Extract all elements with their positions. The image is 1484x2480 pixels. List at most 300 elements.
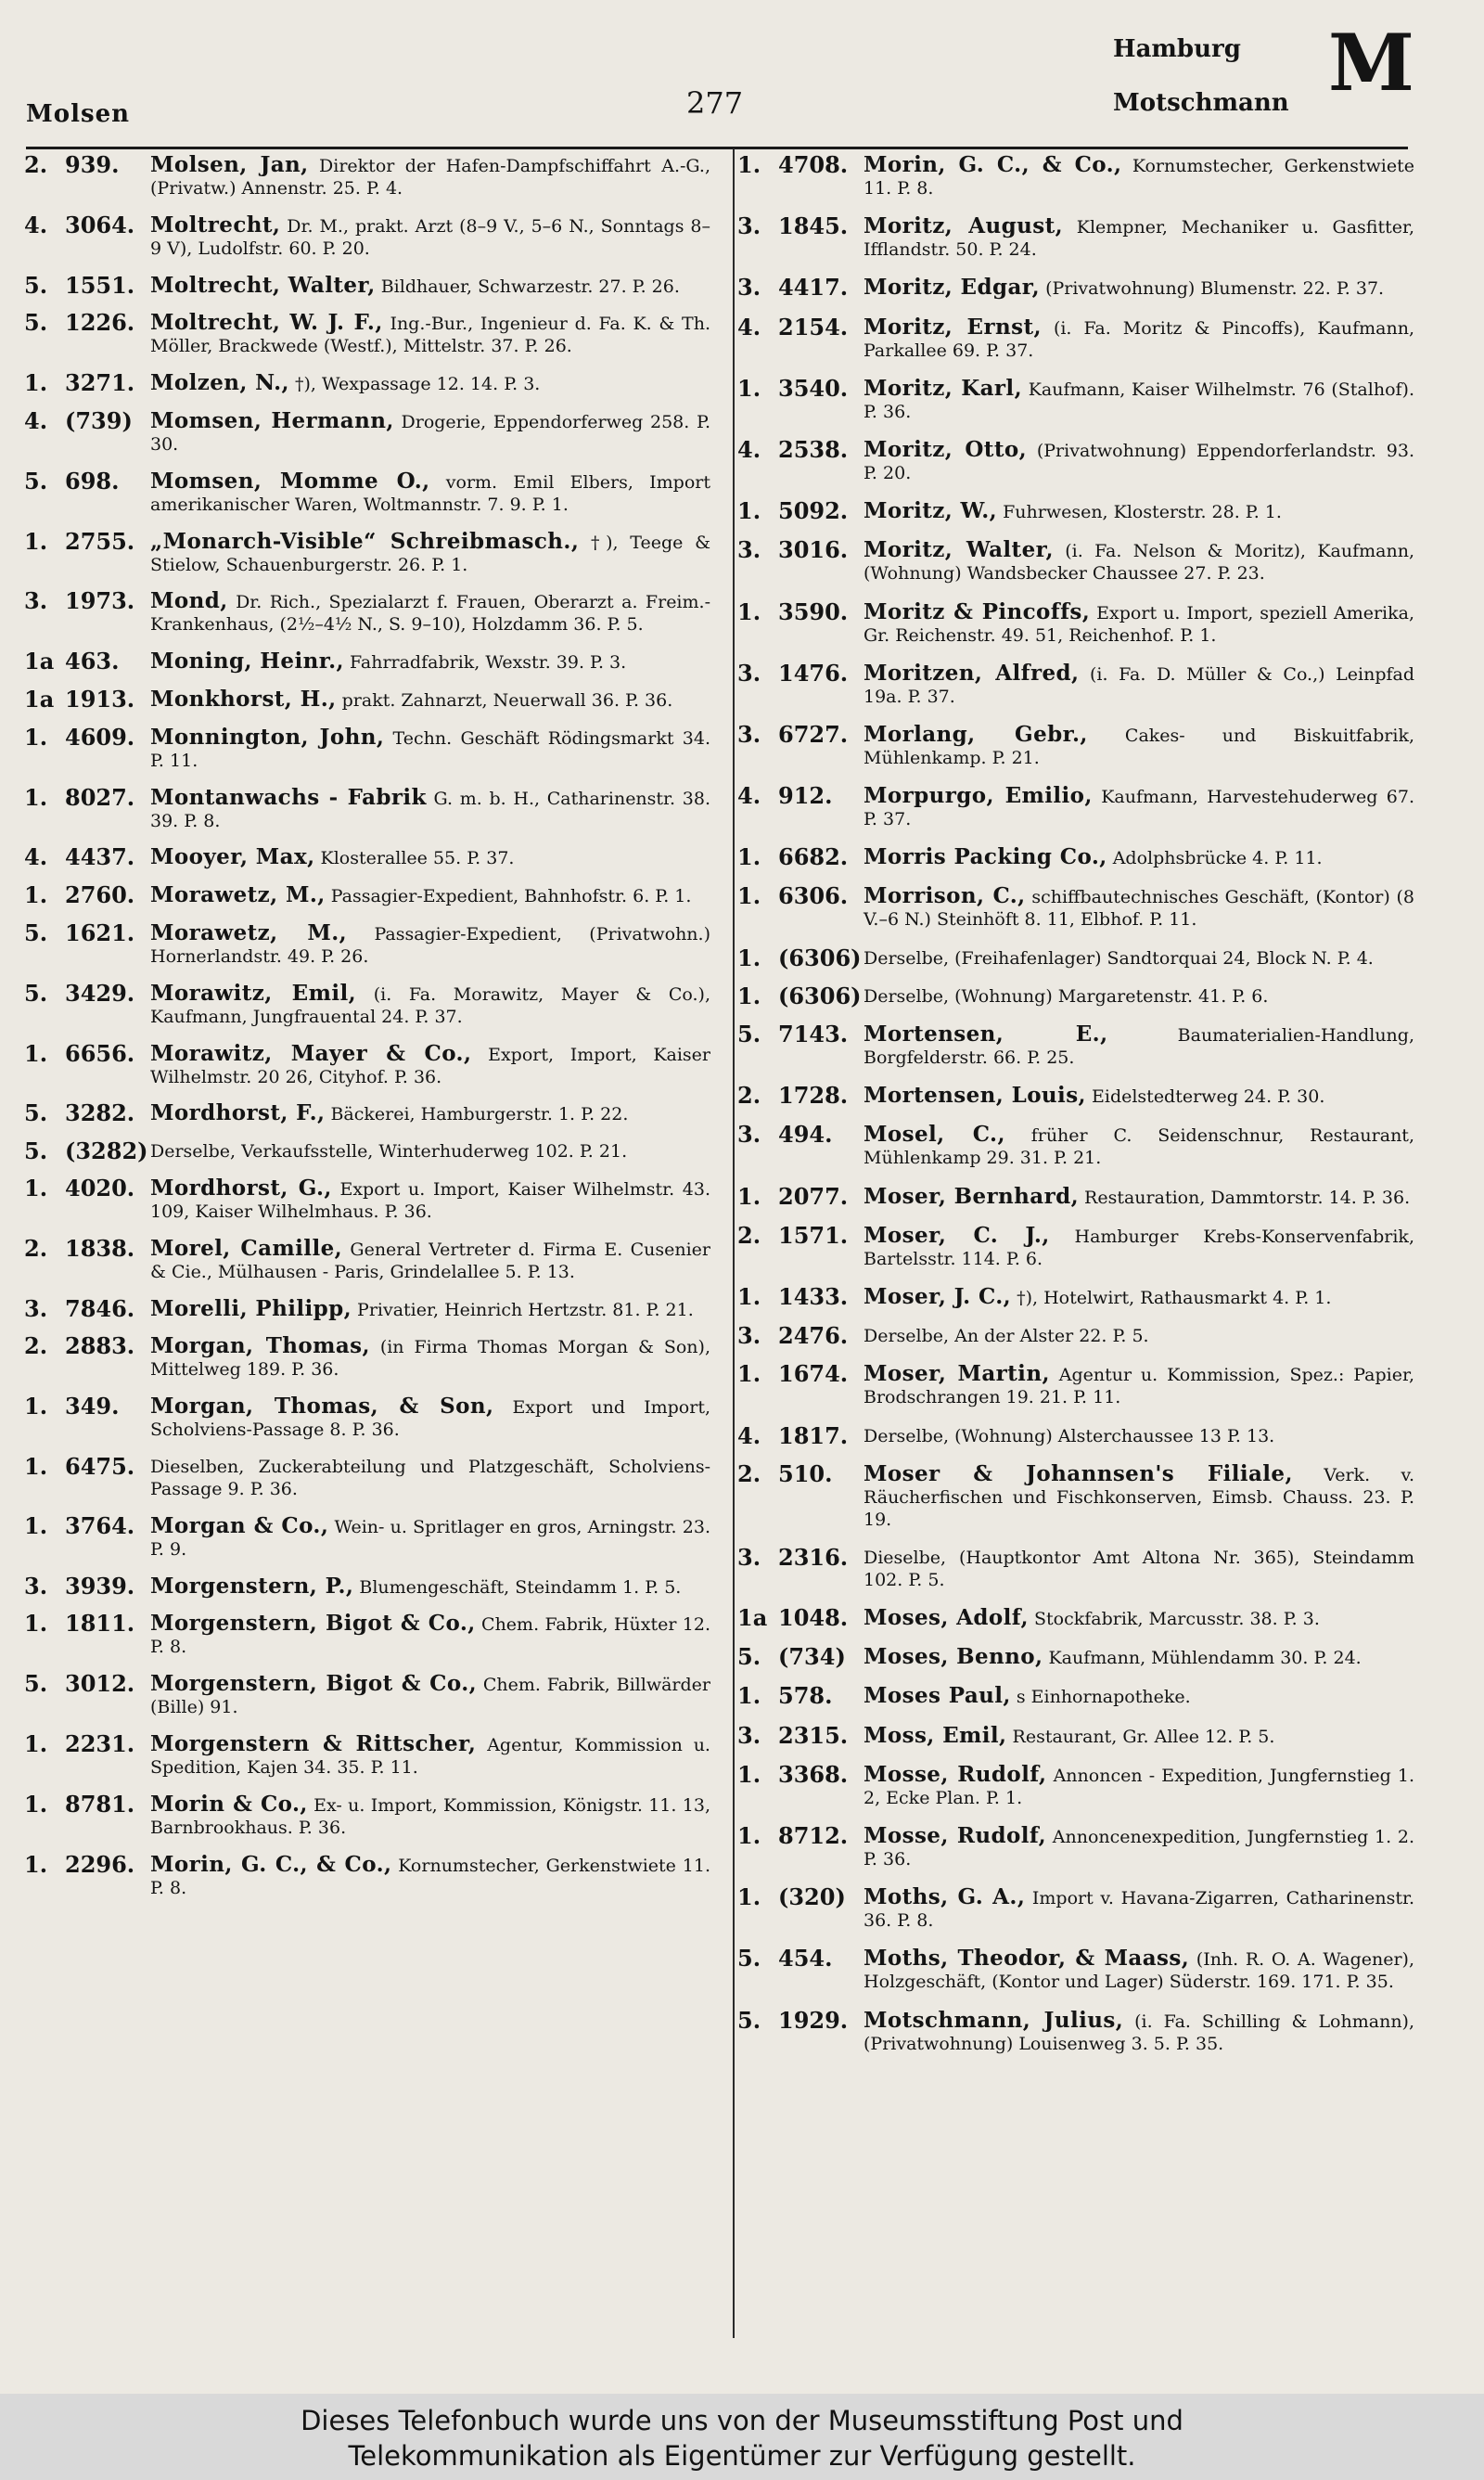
directory-entry: [24, 271, 710, 299]
phone-number: [737, 1883, 864, 1911]
directory-entry: [24, 406, 711, 456]
directory-entry: [737, 497, 1414, 525]
telephone-number: 4020.: [65, 1174, 135, 1201]
subscriber-name: Morgenstern, P.,: [150, 1573, 354, 1599]
phone-number: [737, 882, 864, 910]
subscriber-name: Momsen, Hermann,: [150, 407, 394, 433]
phone-number: [24, 723, 150, 751]
phone-number: [24, 271, 150, 299]
phone-number: [737, 1682, 864, 1710]
telephone-number: 3540.: [778, 374, 849, 402]
entry-text: [864, 1023, 1414, 1069]
entry-text: [864, 1222, 1414, 1270]
subscriber-name: Mortensen, E.,: [864, 1022, 1108, 1047]
entry-text: [864, 375, 1415, 423]
subscriber-name: Morin, G. C., & Co.,: [150, 1851, 392, 1877]
exchange-zone: 2.: [737, 1082, 761, 1110]
subscriber-details: Adolphsbrücke 4. P. 11.: [1112, 848, 1323, 869]
directory-entry: [24, 587, 710, 636]
subscriber-details: Eidelstedterweg 24. P. 30.: [1092, 1086, 1325, 1108]
subscriber-name: Morawitz, Mayer & Co.,: [150, 1040, 472, 1066]
subscriber-details: Verk. v. Räucherfischen und Fischkonserven, Eimsb. Chauss. 23. P. 19.: [864, 1464, 1414, 1530]
subscriber-name: Moltrecht, W. J. F.,: [150, 310, 383, 336]
directory-entry: [737, 843, 1414, 871]
footer-text: Dieses Telefonbuch wurde uns von der Museumsstiftung Post und Telekommunikation als Eigentümer zur Verfügung gestellt.: [301, 2405, 1183, 2472]
phone-number: [24, 1137, 150, 1165]
exchange-zone: 3.: [737, 1721, 761, 1749]
directory-entry: [737, 212, 1415, 261]
phone-number: [737, 1459, 864, 1487]
phone-number: [24, 919, 150, 946]
header-last-entry: Motschmann: [1113, 89, 1289, 117]
telephone-number: 2315.: [778, 1721, 849, 1749]
subscriber-name: Moritz, August,: [864, 213, 1064, 239]
entry-text: [864, 1825, 1414, 1870]
directory-entry: [24, 1452, 710, 1500]
exchange-zone: 5.: [24, 1099, 48, 1127]
entry-text: [150, 884, 710, 907]
phone-number: [24, 151, 150, 178]
entry-text: [150, 1395, 710, 1441]
exchange-zone: 1.: [24, 527, 48, 555]
subscriber-details: Passagier-Expedient, (Privatwohn.) Hornerlandstr. 49. P. 26.: [150, 923, 710, 967]
subscriber-details: Bäckerei, Hamburgerstr. 1. P. 22.: [330, 1104, 629, 1125]
telephone-number: 2316.: [778, 1543, 849, 1571]
entry-text: [864, 436, 1414, 484]
entry-text: [150, 1851, 710, 1899]
exchange-zone: 1.: [24, 1610, 48, 1638]
phone-number: [737, 1604, 864, 1632]
telephone-number: 1838.: [65, 1234, 135, 1262]
phone-number: [737, 435, 864, 463]
subscriber-name: Mosse, Rudolf,: [864, 1761, 1047, 1787]
exchange-zone: 4.: [737, 1421, 761, 1449]
phone-number: [24, 1174, 150, 1201]
telephone-number: 510.: [778, 1459, 833, 1487]
telephone-number: 3368.: [778, 1760, 849, 1788]
subscriber-name: Morin, G. C., & Co.,: [864, 152, 1122, 177]
entry-text: [150, 1295, 710, 1321]
subscriber-details: Fuhrwesen, Klosterstr. 28. P. 1.: [1003, 502, 1282, 523]
subscriber-name: Morgenstern, Bigot & Co.,: [150, 1611, 476, 1637]
subscriber-name: Morpurgo, Emilio,: [864, 783, 1093, 809]
exchange-zone: 1.: [737, 1822, 761, 1849]
phone-number: [737, 1322, 864, 1350]
exchange-zone: 3.: [24, 587, 48, 615]
directory-entry: [737, 1883, 1414, 1932]
exchange-zone: 3.: [24, 1294, 48, 1322]
entry-text: [864, 1325, 1414, 1347]
phone-number: [737, 843, 864, 871]
phone-number: [737, 1182, 864, 1210]
subscriber-details: (in Firma Thomas Morgan & Son), Mittelweg 189. P. 36.: [150, 1337, 710, 1381]
entry-text: [864, 1886, 1414, 1932]
exchange-zone: 3.: [737, 1543, 761, 1571]
entry-text: [150, 688, 710, 712]
exchange-zone: 1.: [24, 1729, 48, 1757]
entry-text: [150, 846, 710, 869]
directory-entry: [737, 151, 1414, 199]
exchange-zone: 1.: [24, 1039, 48, 1067]
subscriber-details: vorm. Emil Elbers, Import amerikanischer Waren, Woltmannstr. 7. 9. P. 1.: [150, 471, 710, 515]
directory-entry: [24, 1099, 710, 1127]
entry-text: [150, 528, 710, 576]
directory-entry: [24, 1850, 710, 1899]
subscriber-name: Mosel, C.,: [864, 1122, 1005, 1148]
phone-number: [24, 1670, 150, 1698]
telephone-number: 2760.: [65, 881, 135, 909]
telephone-number: 1551.: [65, 271, 135, 299]
entry-text: [864, 1947, 1414, 1993]
subscriber-details: G. m. b. H., Catharinenstr. 38. 39. P. 8.: [150, 788, 710, 831]
entry-text: [864, 1363, 1414, 1408]
phone-number: [737, 782, 864, 810]
entry-text: [150, 214, 710, 260]
phone-number: [737, 598, 864, 625]
phone-number: [737, 2006, 864, 2034]
exchange-zone: 5.: [737, 1021, 761, 1047]
entry-text: [864, 276, 1414, 300]
subscriber-details: Import v. Havana-Zigarren, Catharinenstr. 36. P. 8.: [864, 1888, 1414, 1932]
subscriber-name: Morawetz, M.,: [150, 919, 348, 945]
subscriber-name: Moritz, Karl,: [864, 375, 1022, 401]
phone-number: [737, 1023, 864, 1046]
subscriber-details: Wein- u. Spritlager en gros, Arningstr. 23. P. 9.: [150, 1516, 710, 1560]
directory-entry: [24, 881, 710, 909]
exchange-zone: 1.: [737, 1760, 761, 1788]
subscriber-name: Moths, Theodor, & Maass,: [864, 1946, 1190, 1972]
directory-entry: [24, 527, 710, 576]
exchange-zone: 1.: [24, 1790, 48, 1818]
entry-text: [864, 598, 1414, 647]
telephone-number: 1621.: [65, 919, 135, 946]
directory-entry: [737, 276, 1414, 300]
phone-number: [24, 1850, 150, 1878]
exchange-zone: 1.: [737, 1682, 761, 1710]
subscriber-details: Kornumstecher, Gerkenstwiete 11. P. 8.: [864, 156, 1414, 199]
directory-entry: [737, 1182, 1414, 1210]
telephone-number: 8027.: [65, 783, 135, 811]
telephone-number: 1674.: [778, 1360, 849, 1388]
phone-number: [737, 374, 864, 402]
directory-entry: [737, 1543, 1414, 1591]
entry-text: [150, 1613, 710, 1658]
subscriber-details: Derselbe, An der Alster 22. P. 5.: [864, 1326, 1149, 1347]
exchange-zone: 1.: [737, 598, 761, 625]
entry-text: [150, 1140, 710, 1163]
telephone-number: 912.: [778, 782, 833, 810]
exchange-zone: 1.: [24, 1174, 48, 1201]
phone-number: [24, 1395, 150, 1418]
exchange-zone: 1.: [737, 151, 761, 178]
directory-entry: [737, 536, 1414, 585]
subscriber-details: schiffbautechnisches Geschäft, (Kontor) (8 V.–6 N.) Steinhöft 8. 11, Elbhof. P. 11.: [864, 887, 1414, 931]
exchange-zone: 1.: [24, 1511, 48, 1539]
entry-text: [150, 1793, 710, 1839]
subscriber-name: Moser, Martin,: [864, 1361, 1050, 1387]
subscriber-details: Annoncenexpedition, Jungfernstieg 1. 2. P. 36.: [864, 1827, 1415, 1870]
telephone-number: 2476.: [778, 1322, 849, 1350]
entry-text: [864, 721, 1414, 769]
telephone-number: 1226.: [65, 309, 135, 337]
entry-text: [150, 784, 710, 832]
directory-entry: [737, 374, 1415, 423]
exchange-zone: 3.: [737, 659, 761, 687]
subscriber-details: Export u. Import, speziell Amerika, Gr. Reichenstr. 49. 51, Reichenhof. P. 1.: [864, 602, 1414, 646]
subscriber-name: Morrison, C.,: [864, 883, 1026, 909]
telephone-number: 6682.: [778, 843, 849, 871]
subscriber-details: Ex- u. Import, Kommission, Königstr. 11. 13, Barnbrookhaus. P. 36.: [150, 1794, 710, 1838]
entry-text: [150, 1575, 710, 1599]
directory-entry: [24, 1395, 710, 1441]
subscriber-name: Morawetz, M.,: [150, 882, 326, 908]
directory-entry: [737, 313, 1414, 362]
subscriber-name: Molsen, Jan,: [150, 152, 309, 177]
telephone-number: 4708.: [778, 151, 849, 178]
exchange-zone: 4.: [24, 406, 48, 434]
entry-text: [150, 154, 710, 199]
directory-entry: [737, 1822, 1415, 1870]
phone-number: [737, 313, 864, 341]
subscriber-details: (i. Fa. Moritz & Pincoffs), Kaufmann, Parkallee 69. P. 37.: [864, 317, 1414, 361]
telephone-number: 2077.: [778, 1182, 849, 1210]
directory-entry: [737, 1947, 1414, 1993]
directory-entry: [24, 685, 710, 713]
telephone-number: 1811.: [65, 1610, 135, 1638]
phone-number: [737, 1360, 864, 1388]
entry-text: [150, 272, 710, 298]
directory-entry: [737, 982, 1414, 1009]
entry-text: [150, 1673, 710, 1718]
subscriber-name: Montanwachs - Fabrik: [150, 784, 427, 810]
telephone-number: 698.: [65, 467, 120, 495]
subscriber-name: Moser, Bernhard,: [864, 1183, 1079, 1209]
telephone-number: 3012.: [65, 1670, 135, 1698]
exchange-zone: 1.: [737, 374, 761, 402]
telephone-number: 2154.: [778, 313, 849, 341]
subscriber-details: †), Wexpassage 12. 14. P. 3.: [294, 374, 541, 395]
telephone-number: 578.: [778, 1682, 833, 1710]
phone-number: [24, 979, 150, 1007]
subscriber-details: Kaufmann, Harvestehuderweg 67. P. 37.: [864, 787, 1414, 830]
telephone-number: 1913.: [65, 685, 135, 713]
subscriber-details: Derselbe, (Wohnung) Margaretenstr. 41. P. 6.: [864, 985, 1269, 1007]
subscriber-name: Moses Paul,: [864, 1683, 1011, 1709]
subscriber-name: Morgan & Co.,: [150, 1512, 329, 1538]
exchange-zone: 3.: [737, 212, 761, 240]
telephone-number: 3271.: [65, 369, 135, 397]
exchange-zone: 1.: [737, 944, 761, 971]
directory-entry: [737, 1360, 1414, 1408]
directory-entry: [737, 1760, 1415, 1809]
subscriber-name: Moser, J. C.,: [864, 1283, 1012, 1309]
directory-entry: [737, 1023, 1414, 1069]
subscriber-name: Moltrecht, Walter,: [150, 272, 376, 298]
exchange-zone: 1.: [737, 1360, 761, 1388]
entry-text: [864, 316, 1414, 362]
directory-entry: [24, 1234, 710, 1283]
entry-text: [864, 785, 1414, 830]
exchange-zone: 3.: [737, 1121, 761, 1149]
subscriber-details: Bildhauer, Schwarzestr. 27. P. 26.: [380, 276, 680, 297]
header-first-entry: Molsen: [26, 100, 131, 128]
subscriber-details: Dieselbe, (Hauptkontor Amt Altona Nr. 365), Steindamm 102. P. 5.: [864, 1547, 1414, 1590]
subscriber-details: Kornumstecher, Gerkenstwiete 11. P. 8.: [150, 1855, 710, 1898]
telephone-number: (3282): [65, 1137, 148, 1165]
entry-text: [864, 215, 1414, 261]
subscriber-details: früher C. Seidenschnur, Restaurant, Mühlenkamp 29. 31. P. 21.: [864, 1125, 1414, 1169]
phone-number: [24, 783, 150, 811]
subscriber-details: Agentur u. Kommission, Spez.: Papier, Brodschrangen 19. 21. P. 11.: [864, 1365, 1414, 1408]
subscriber-details: Privatier, Heinrich Hertzstr. 81. P. 21.: [357, 1299, 694, 1320]
telephone-number: 6306.: [778, 882, 849, 910]
telephone-number: 3764.: [65, 1511, 135, 1539]
exchange-zone: 1.: [24, 369, 48, 397]
entry-text: [864, 1183, 1414, 1209]
header-rule: [26, 147, 1408, 149]
subscriber-details: †), Teege & Stielow, Schauenburgerstr. 26. P. 1.: [150, 532, 710, 575]
entry-text: [864, 1761, 1415, 1809]
subscriber-details: s Einhornapotheke.: [1016, 1687, 1191, 1708]
phone-number: [24, 1452, 150, 1480]
page-number: 277: [686, 85, 744, 121]
directory-entry: [24, 650, 710, 674]
telephone-number: 3590.: [778, 598, 849, 625]
entry-text: [864, 539, 1414, 585]
phone-number: [24, 650, 150, 673]
subscriber-name: Mordhorst, F.,: [150, 1100, 326, 1126]
telephone-number: (739): [65, 406, 133, 434]
exchange-zone: 5.: [24, 1670, 48, 1698]
phone-number: [24, 881, 150, 909]
subscriber-name: Morel, Camille,: [150, 1235, 343, 1261]
phone-number: [24, 527, 150, 555]
exchange-zone: 5.: [24, 271, 48, 299]
subscriber-name: Moss, Emil,: [864, 1722, 1007, 1748]
entry-text: [864, 500, 1414, 523]
directory-entry: [737, 1643, 1414, 1671]
telephone-number: 8781.: [65, 1790, 135, 1818]
telephone-number: 454.: [778, 1945, 833, 1972]
entry-text: [150, 1235, 710, 1283]
exchange-zone: 1a: [737, 1604, 768, 1632]
telephone-number: 3282.: [65, 1099, 135, 1127]
entry-text: [864, 1607, 1414, 1630]
telephone-number: (6306): [778, 944, 862, 971]
phone-number: [737, 212, 864, 240]
directory-entry: [737, 1121, 1414, 1169]
telephone-number: 4437.: [65, 843, 135, 871]
phone-number: [737, 151, 864, 178]
entry-text: [150, 726, 710, 772]
phone-number: [737, 944, 864, 971]
entry-text: [150, 590, 710, 636]
subscriber-name: Moser, C. J.,: [864, 1222, 1050, 1248]
telephone-number: 2296.: [65, 1850, 135, 1878]
entry-text: [864, 1283, 1414, 1309]
directory-entry: [24, 1137, 710, 1165]
subscriber-details: Dieselben, Zuckerabteilung und Platzgeschäft, Scholviens-Passage 9. P. 36.: [150, 1456, 710, 1499]
exchange-zone: 1.: [737, 843, 761, 871]
phone-number: [24, 467, 150, 495]
telephone-number: 2883.: [65, 1332, 135, 1360]
telephone-number: 1433.: [778, 1282, 849, 1310]
entry-text: [864, 846, 1414, 869]
phone-number: [24, 1099, 150, 1127]
subscriber-details: (i. Fa. Nelson & Moritz), Kaufmann, (Wohnung) Wandsbecker Chaussee 27. P. 23.: [864, 541, 1414, 585]
subscriber-details: Export und Import, Scholviens-Passage 8. P. 36.: [150, 1397, 710, 1441]
entry-text: [864, 1685, 1414, 1708]
entry-text: [864, 885, 1414, 931]
directory-entry: [737, 882, 1414, 931]
subscriber-details: (Inh. R. O. A. Wagener), Holzgeschäft, (Kontor und Lager) Süderstr. 169. 171. P. 35.: [864, 1949, 1414, 1993]
subscriber-name: Morlang, Gebr.,: [864, 721, 1088, 747]
subscriber-details: Klosterallee 55. P. 37.: [320, 848, 515, 869]
subscriber-details: Drogerie, Eppendorferweg 258. P. 30.: [150, 411, 711, 455]
exchange-zone: 5.: [737, 1945, 761, 1972]
subscriber-name: „Monarch-Visible“ Schreibmasch.,: [150, 528, 580, 554]
exchange-zone: 5.: [24, 979, 48, 1007]
directory-entry: [24, 1670, 711, 1718]
subscriber-name: Morawitz, Emil,: [150, 980, 357, 1006]
phone-number: [737, 1221, 864, 1249]
telephone-number: 349.: [65, 1393, 120, 1420]
exchange-zone: 5.: [24, 309, 48, 337]
directory-entry: [737, 1322, 1414, 1350]
exchange-zone: 2.: [737, 1459, 761, 1487]
entry-text: [864, 662, 1414, 708]
subscriber-details: Export u. Import, Kaiser Wilhelmstr. 43. 109, Kaiser Wilhelmhaus. P. 36.: [150, 1178, 710, 1222]
subscriber-name: Motschmann, Julius,: [864, 2007, 1124, 2033]
phone-number: [737, 1543, 864, 1571]
phone-number: [737, 1947, 864, 1970]
telephone-number: 5092.: [778, 497, 849, 525]
exchange-zone: 2.: [24, 1332, 48, 1360]
phone-number: [737, 982, 864, 1009]
directory-entry: [24, 151, 711, 199]
telephone-number: (734): [778, 1643, 846, 1671]
subscriber-details: Techn. Geschäft Rödingsmarkt 34. P. 11.: [150, 727, 711, 771]
subscriber-details: Dr. M., prakt. Arzt (8–9 V., 5–6 N., Sonntags 8–9 V), Ludolfstr. 60. P. 20.: [150, 215, 710, 259]
entry-text: [864, 1646, 1414, 1669]
subscriber-details: prakt. Zahnarzt, Neuerwall 36. P. 36.: [341, 689, 673, 711]
directory-entry: [737, 659, 1415, 708]
directory-entry: [24, 1790, 710, 1839]
phone-number: [24, 1234, 150, 1262]
entry-text: [864, 947, 1414, 970]
subscriber-details: (Privatwohnung) Blumenstr. 22. P. 37.: [1045, 278, 1385, 300]
subscriber-name: Moritz, Otto,: [864, 436, 1027, 462]
exchange-zone: 5.: [737, 1643, 761, 1671]
phone-number: [737, 1721, 864, 1749]
telephone-number: 2231.: [65, 1729, 135, 1757]
directory-entry: [24, 1610, 710, 1658]
subscriber-details: Baumaterialien-Handlung, Borgfelderstr. 66. P. 25.: [864, 1025, 1414, 1068]
subscriber-details: Passagier-Expedient, Bahnhofstr. 6. P. 1.: [330, 886, 692, 907]
subscriber-name: Moritz, Edgar,: [864, 275, 1041, 301]
entry-text: [864, 1722, 1414, 1748]
directory-entry: [24, 1174, 710, 1223]
entry-text: [150, 1456, 710, 1500]
entry-text: [150, 1040, 711, 1088]
subscriber-details: General Vertreter d. Firma E. Cusenier & Cie., Mülhausen - Paris, Grindelallee 5. P. 13.: [150, 1239, 710, 1282]
subscriber-name: Molzen, N.,: [150, 370, 289, 396]
subscriber-details: Derselbe, (Freihafenlager) Sandtorquai 24, Block N. P. 4.: [864, 947, 1374, 969]
subscriber-name: Momsen, Momme O.,: [150, 468, 430, 494]
subscriber-name: Mond,: [150, 588, 228, 614]
subscriber-name: Mosse, Rudolf,: [864, 1823, 1047, 1848]
subscriber-name: Monnington, John,: [150, 724, 385, 750]
